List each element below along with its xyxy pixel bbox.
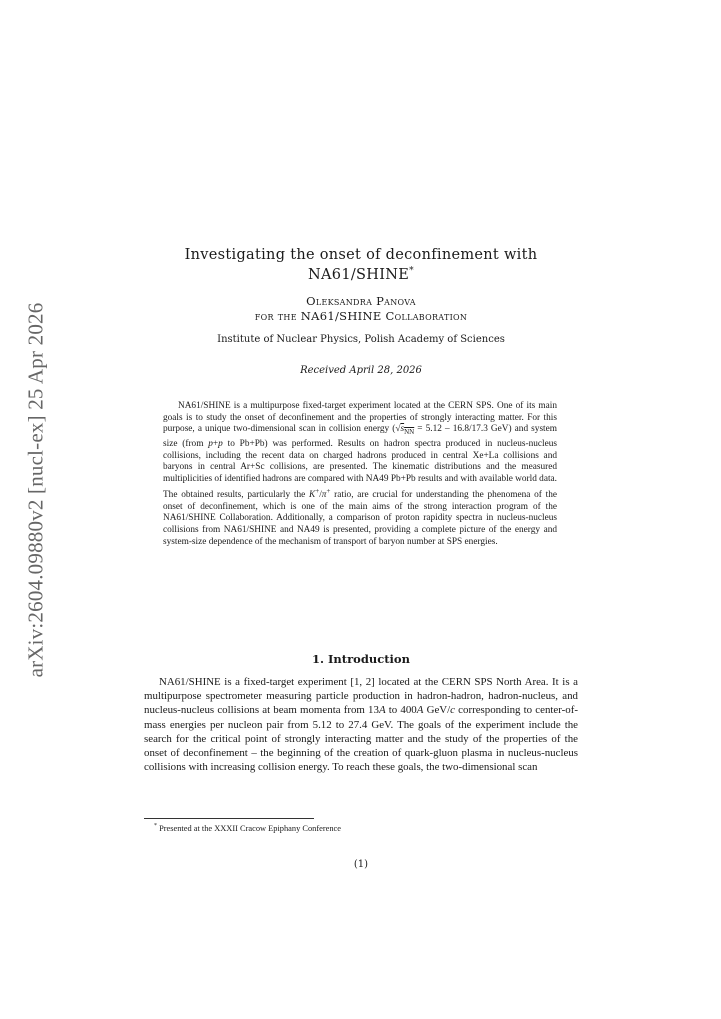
abstract-text-4: ratio, are crucial for understanding the phenomena of the onset of deconfinement, which is one of the main aims of the strong interaction program of the NA61/SHINE Collaboration. Additionally, a comparison of proton rapidity spectra in nucleus-nucleus collisions from NA61/SHINE and NA49 is presented, providing a complete picture of the energy and system-size dependence of the mechanism of transport of baryon number at SPS energies. [163,489,557,547]
pp-p2: p [218,438,223,449]
intro-text-2: to 400 [385,704,417,717]
title-footnote-mark[interactable]: * [409,266,414,276]
ratio-pi: π [321,489,327,500]
author-name: Oleksandra Panova [306,294,416,308]
ratio-k-sup: + [315,486,320,495]
abstract [163,401,557,548]
received-date: Received April 28, 2026 [300,365,422,376]
ratio-pi-sup: + [326,486,331,495]
pp-plus: + [212,438,219,449]
intro-text-1: NA61/SHINE is a fixed-target experiment [1, 2] located at the CERN SPS North Area. It is a multipurpose spectrometer measuring particle production in hadron-hadron, hadron-nucleus, and nucleus-nucleus collisions at beam momenta from 13 [144,676,578,717]
paper-title [144,247,578,283]
sqrt-symbol: √ [395,424,401,435]
ratio-slash: / [319,489,322,500]
intro-c: c [450,704,456,717]
affiliation: Institute of Nuclear Physics, Polish Academy of Sciences [217,334,505,345]
title-line-2-text: NA61/SHINE [308,266,410,283]
intro-text-4: corresponding to center-of-mass energies per nucleon pair from 5.12 to 27.4 GeV. The goals of the experiment include the search for the critical point of strongly interacting matter and the study of the properties of the onset of deconfinement – the beginning of the creation of quark-gluon plasma in nucleus-nucleus collisions with increasing collision energy. To reach these goals, the two-dimensional scan [144,704,578,774]
intro-a1: A [378,704,386,717]
sqrt-s: s [400,424,405,435]
introduction-paragraph [144,675,578,774]
page-number: (1) [353,859,369,870]
footnote-divider [144,818,314,819]
title-line-2 [144,263,578,283]
footnote-mark: * [154,823,157,829]
sqrt-radicand [400,424,415,437]
abstract-text-3: to Pb+Pb) was performed. Results on hadron spectra produced in nucleus-nucleus collisions, including the recent data on charged hadrons produced in central Xe+La collisions and baryons in central Ar+Sc collisions, are presented. The kinematic distributions and the measured multiplicities of identified hadrons are compared with NA49 Pb+Pb results and with available world data. The obtained results, particularly the [163,438,557,500]
pp-p1: p [208,438,213,449]
abstract-text-1: NA61/SHINE is a multipurpose fixed-target experiment located at the CERN SPS. One of its main goals is to study the onset of deconfinement and the properties of strongly interacting matter. For this purpose, a unique two-dimensional scan in collision energy ( [163,401,557,435]
arxiv-sidebar [17,300,55,680]
section-heading-introduction: 1. Introduction [312,652,410,666]
arxiv-identifier: arXiv:2604.09880v2 [nucl-ex] 25 Apr 2026 [23,302,48,678]
sqrt-snn [395,424,415,437]
intro-a2: A [416,704,424,717]
footnote [154,823,341,833]
sqrt-sub: NN [404,428,415,437]
title-line-1: Investigating the onset of deconfinement with [184,247,538,263]
author-block [144,294,578,324]
collaboration-name: for the NA61/SHINE Collaboration [254,309,468,323]
footnote-text: Presented at the XXXII Cracow Epiphany Conference [157,823,341,833]
ratio-k: K [309,489,316,500]
abstract-text-2: = 5.12 – 16.8/17.3 GeV) and system size (from [163,424,558,449]
intro-text-3: GeV/ [423,704,451,717]
